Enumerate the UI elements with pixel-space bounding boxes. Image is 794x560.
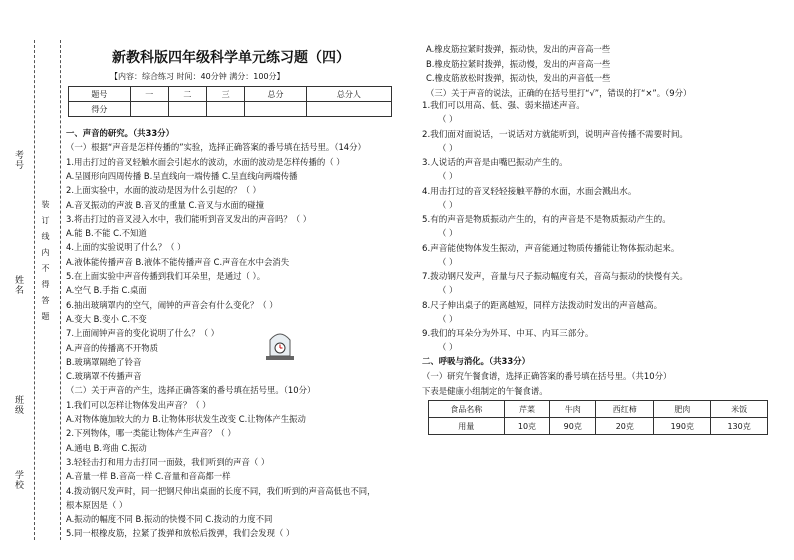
page-title: 新教科版四年级科学单元练习题（四） [112, 50, 350, 66]
judge-question: 6.声音能使物体发生振动，声音能通过物质传播能让物体振动起来。 [422, 243, 680, 254]
judge-question: 2.我们面对面说话，一说话对方就能听到，说明声音传播不需要时间。 [422, 129, 689, 140]
question-line: A.空气 B.手指 C.桌面 [66, 285, 147, 296]
score-cell[interactable] [306, 102, 391, 117]
question-line: 4.拨动钢尺发声时，同一把钢尺伸出桌面的长度不同，我们听到的声音高低也不同， [66, 485, 376, 496]
bell-jar-clock-icon [262, 328, 298, 362]
binding-line-1 [34, 40, 35, 540]
score-cell: 一 [130, 87, 168, 102]
food-header-cell: 西红柿 [596, 401, 654, 418]
score-table [68, 86, 392, 117]
question-line: （一）研究午餐食谱，选择正确答案的番号填在括号里。（共10分） [422, 371, 672, 381]
score-cell: 得分 [69, 102, 131, 117]
question-line: A.音叉振动的声波 B.音叉的重量 C.音叉与水面的碰撞 [66, 199, 264, 210]
question-line: A.音量一样 B.音高一样 C.音量和音高都一样 [66, 471, 231, 482]
question-line: 1.用击打过的音叉轻触水面会引起水的波动，水面的波动是怎样传播的（ ） [66, 156, 345, 167]
food-header-cell: 牛肉 [550, 401, 596, 418]
binding-notice: 装订线内不得答题 [41, 200, 50, 328]
question-line: A.振动的幅度不同 B.振动的快慢不同 C.拨动的力度不同 [66, 514, 273, 525]
question-line: 2.上面实验中，水面的波动是因为什么引起的？（ ） [66, 185, 261, 196]
score-cell: 三 [207, 87, 245, 102]
question-line: 一、声音的研究。（共33分） [66, 128, 174, 138]
judge-question: 9.我们的耳朵分为外耳、中耳、内耳三部分。 [422, 329, 594, 339]
school-label: 学校 [13, 470, 23, 490]
question-line: A.对物体施加较大的力 B.让物体形状发生改变 C.让物体产生振动 [66, 414, 306, 424]
judge-question: 7.拨动钢尺发声，音量与尺子振动幅度有关，音高与振动的快慢有关。 [422, 272, 689, 282]
judge-question: 4.用击打过的音叉轻轻接触平静的水面，水面会溅出水。 [422, 186, 637, 197]
food-header-cell: 肥肉 [654, 401, 711, 418]
question-line: （三）关于声音的说法，正确的在括号里打“√”，错误的打“×”。（9分） [426, 87, 692, 98]
answer-blank[interactable]: （ ） [438, 342, 458, 352]
question-line: A.橡皮筋拉紧时拨弹，振动快，发出的声音高一些 [426, 44, 611, 54]
food-cell: 90克 [550, 418, 596, 435]
food-cell: 190克 [654, 418, 711, 435]
question-line: B.橡皮筋拉紧时拨弹，振动慢，发出的声音高一些 [426, 58, 611, 69]
name-label: 姓名 [13, 275, 23, 295]
question-line: C.橡皮筋放松时拨弹，振动快，发出的声音低一些 [426, 73, 611, 83]
question-line: 6.抽出玻璃罩内的空气，闹钟的声音会有什么变化？（ ） [66, 299, 278, 310]
question-line: 2.下列物体，哪一类能让物体产生声音？（ ） [66, 428, 236, 439]
exam-info: 【内容：综合练习 时间：40分钟 满分：100分】 [110, 72, 285, 81]
question-line: 下表是健康小组制定的午餐食谱。 [422, 386, 548, 396]
question-line: （二）关于声音的产生，选择正确答案的番号填在括号里。（10分） [66, 385, 316, 396]
judge-question: 3.人说话的声音是由嘴巴振动产生的。 [422, 158, 568, 168]
food-cell: 130克 [711, 418, 768, 435]
question-line: C.玻璃罩不传播声音 [66, 371, 142, 382]
answer-blank[interactable]: （ ） [438, 199, 458, 210]
food-table [428, 400, 768, 435]
binding-line-2 [60, 40, 61, 540]
question-line: 根本原因是（ ） [66, 499, 128, 510]
judge-question: 8.尺子伸出桌子的距离越短，同样方法拨动时发出的声音越高。 [422, 300, 663, 311]
food-header-cell: 食品名称 [429, 401, 505, 418]
question-line: A.能 B.不能 C.不知道 [66, 228, 147, 239]
number-label: 考号 [13, 150, 23, 170]
question-line: A.通电 B.弯曲 C.振动 [66, 442, 147, 453]
food-header-cell: 芹菜 [504, 401, 550, 418]
answer-blank[interactable]: （ ） [438, 313, 458, 324]
judge-question: 5.有的声音是物质振动产生的，有的声音是不是物质振动产生的。 [422, 215, 671, 225]
question-line: 1.我们可以怎样让物体发出声音？（ ） [66, 399, 211, 410]
question-line: 7.上面闹钟声音的变化说明了什么？（ ） [66, 328, 220, 339]
question-line: B.玻璃罩隔绝了铃音 [66, 356, 142, 367]
score-cell[interactable] [168, 102, 206, 117]
score-cell[interactable] [130, 102, 168, 117]
answer-blank[interactable]: （ ） [438, 256, 458, 267]
food-cell: 10克 [504, 418, 550, 435]
question-line: A.呈圆形向四周传播 B.呈直线向一端传播 C.呈直线向两端传播 [66, 170, 298, 181]
question-line: 5.同一根橡皮筋，拉紧了拨弹和放松后拨弹，我们会发现（ ） [66, 528, 295, 539]
score-cell: 总分 [245, 87, 307, 102]
answer-blank[interactable]: （ ） [438, 142, 458, 153]
class-label: 班级 [13, 395, 23, 415]
question-line: 3.轻轻击打和用力击打同一面鼓，我们听到的声音（ ） [66, 456, 270, 467]
food-cell: 用量 [429, 418, 505, 435]
question-line: （一）根据“声音是怎样传播的”实验，选择正确答案的番号填在括号里。（14分） [66, 142, 366, 153]
answer-blank[interactable]: （ ） [438, 285, 458, 295]
judge-question: 1.我们可以用高、低、强、弱来描述声音。 [422, 101, 585, 111]
question-line: 3.将击打过的音叉浸入水中，我们能听到音叉发出的声音吗？（ ） [66, 213, 312, 224]
question-line: A.声音的传播离不开物质 [66, 342, 158, 353]
answer-blank[interactable]: （ ） [438, 114, 458, 124]
question-line: 5.在上面实验中声音传播到我们耳朵里，是通过（ ）。 [66, 271, 266, 281]
answer-blank[interactable]: （ ） [438, 171, 458, 181]
question-line: A.液体能传播声音 B.液体不能传播声音 C.声音在水中会消失 [66, 256, 290, 267]
food-header-cell: 米饭 [711, 401, 768, 418]
score-cell: 二 [168, 87, 206, 102]
question-line: 4.上面的实验说明了什么？（ ） [66, 242, 186, 253]
score-cell: 题号 [69, 87, 131, 102]
answer-blank[interactable]: （ ） [438, 228, 458, 238]
score-cell[interactable] [207, 102, 245, 117]
question-line: 二、呼吸与消化。（共33分） [422, 356, 530, 366]
food-cell: 20克 [596, 418, 654, 435]
question-line: A.变大 B.变小 C.不变 [66, 313, 147, 324]
score-cell[interactable] [245, 102, 307, 117]
score-cell: 总分人 [306, 87, 391, 102]
